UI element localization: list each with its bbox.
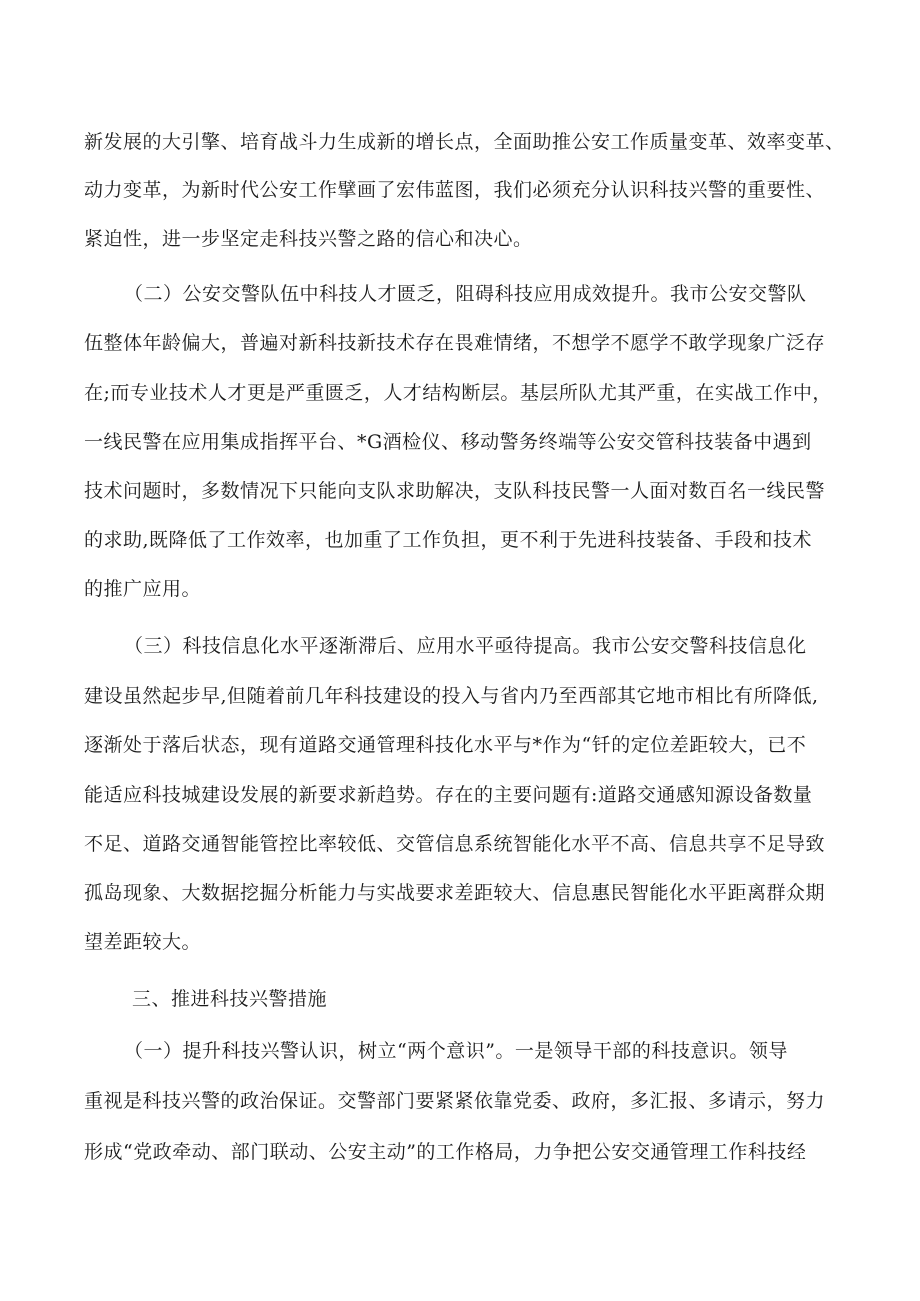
paragraph-line: 新发展的大引擎、培育战斗力生成新的增长点，全面助推公安工作质量变革、效率变革、 [84, 131, 845, 153]
paragraph-line: 的求助,既降低了工作效率，也加重了工作负担，更不利于先进科技装备、手段和技术 [84, 529, 813, 551]
paragraph-line: （二）公安交警队伍中科技人才匮乏，阻碍科技应用成效提升。我市公安交警队 [124, 283, 807, 305]
paragraph-line: 在;而专业技术人才更是严重匮乏，人才结构断层。基层所队尤其严重，在实战工作中， [84, 382, 832, 404]
section-heading: 三、推进科技兴警措施 [132, 988, 328, 1010]
paragraph-line: 伍整体年龄偏大，普遍对新科技新技术存在畏难情绪，不想学不愿学不敢学现象广泛存 [84, 332, 826, 354]
paragraph-line: 孤岛现象、大数据挖掘分析能力与实战要求差距较大、信息惠民智能化水平距离群众期 [84, 882, 826, 904]
paragraph-line: 紧迫性，进一步坚定走科技兴警之路的信心和决心。 [84, 228, 533, 250]
paragraph-line: （三）科技信息化水平逐渐滞后、应用水平亟待提高。我市公安交警科技信息化 [124, 635, 807, 657]
paragraph-line: 技术问题时，多数情况下只能向支队求助解决，支队科技民警一人面对数百名一线民警 [84, 480, 826, 502]
paragraph-line: 动力变革，为新时代公安工作擘画了宏伟蓝图，我们必须充分认识科技兴警的重要性、 [84, 179, 826, 201]
paragraph-line: 形成“党政牵动、部门联动、公安主动”的工作格局，力争把公安交通管理工作科技经 [84, 1141, 807, 1163]
paragraph-line: 建设虽然起步早,但随着前几年科技建设的投入与省内乃至西部其它地市相比有所降低, [84, 685, 819, 707]
paragraph-line: 一线民警在应用集成指挥平台、*G酒检仪、移动警务终端等公安交管科技装备中遇到 [84, 431, 812, 453]
paragraph-line: 重视是科技兴警的政治保证。交警部门要紧紧依靠党委、政府，多汇报、多请示，努力 [84, 1090, 826, 1112]
paragraph-line: （一）提升科技兴警认识，树立“两个意识”。一是领导干部的科技意识。领导 [124, 1040, 788, 1062]
paragraph-line: 逐渐处于落后状态，现有道路交通管理科技化水平与*作为“钎的定位差距较大，已不 [84, 734, 807, 756]
paragraph-line: 不足、道路交通智能管控比率较低、交管信息系统智能化水平不高、信息共享不足导致 [84, 833, 826, 855]
paragraph-line: 的推广应用。 [84, 578, 202, 600]
paragraph-line: 能适应科技城建设发展的新要求新趋势。存在的主要问题有:道路交通感知源设备数量 [84, 784, 813, 806]
paragraph-line: 望差距较大。 [84, 931, 202, 953]
